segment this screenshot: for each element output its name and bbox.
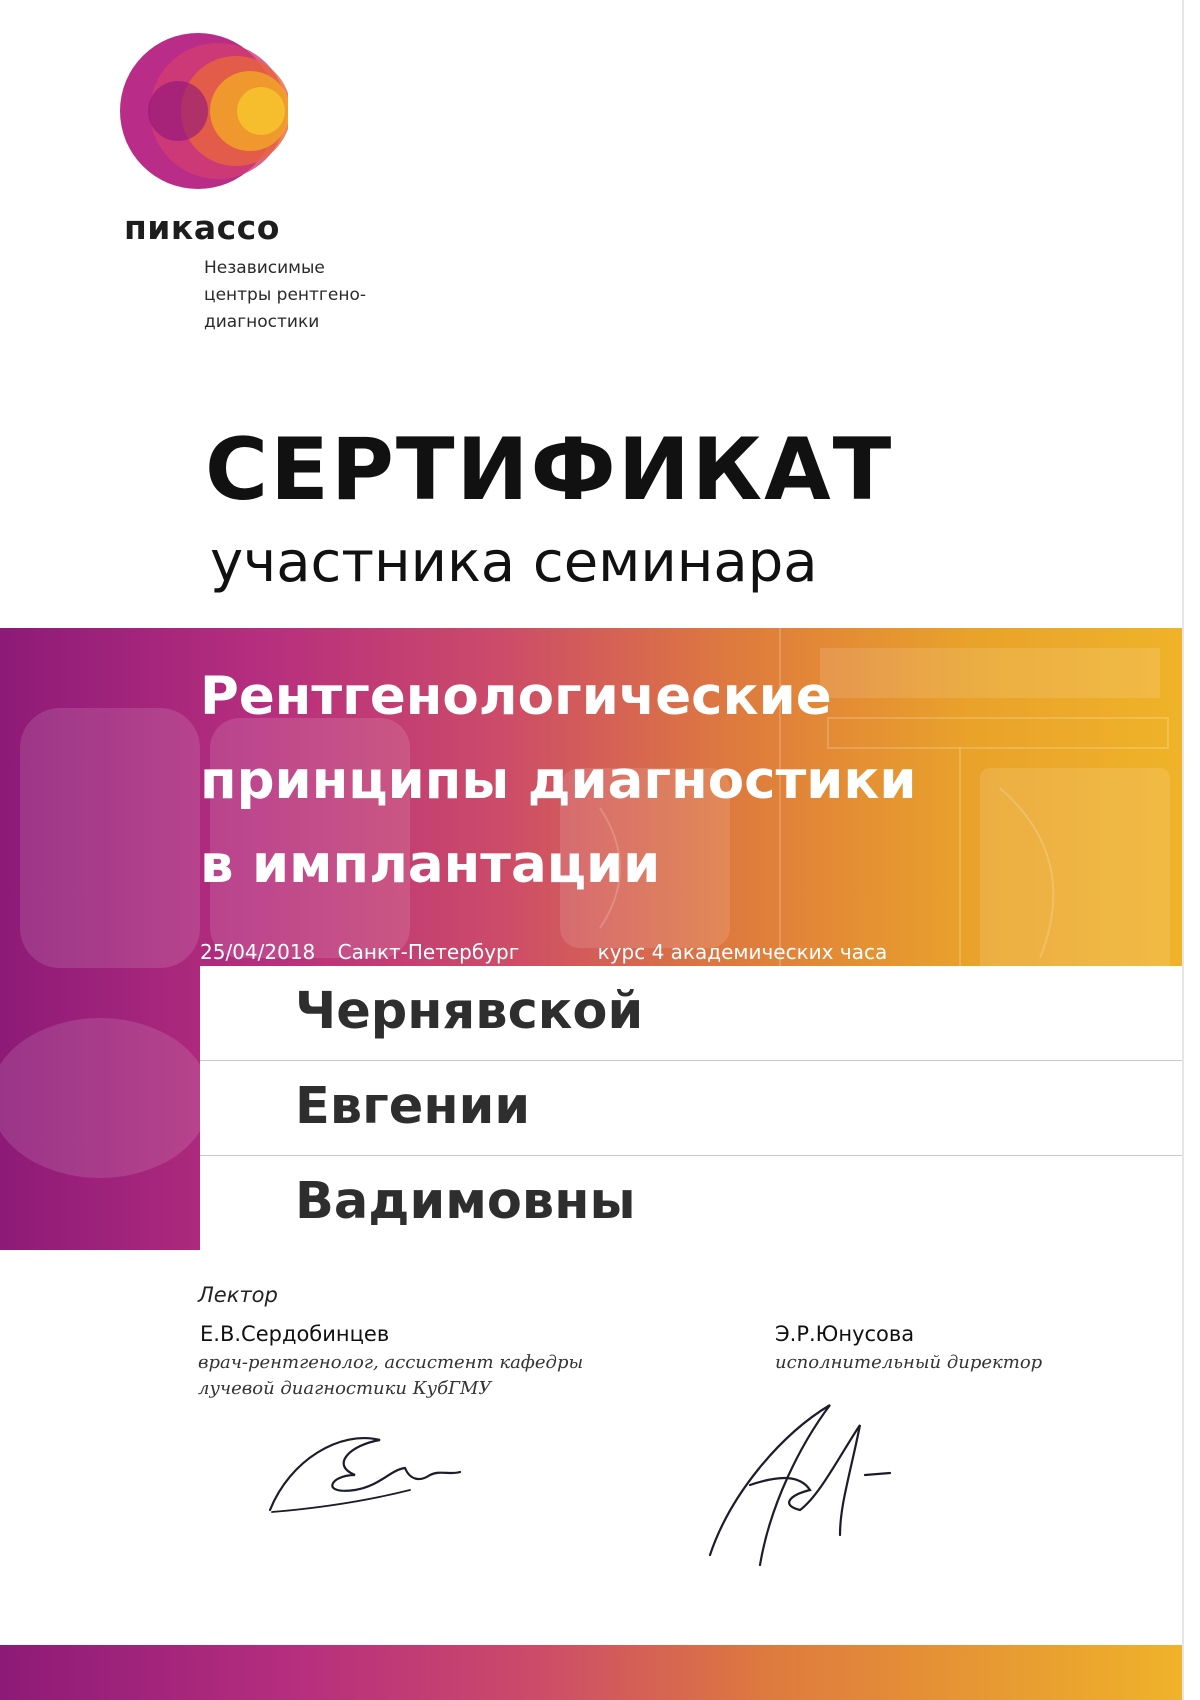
- lector-role: врач-рентгенолог, ассистент кафедры лучевой диагностики КубГМУ: [198, 1352, 584, 1399]
- certificate-title: СЕРТИФИКАТ: [205, 420, 894, 520]
- participant-firstname-line: [200, 1061, 1182, 1156]
- course-date: 25/04/2018: [200, 940, 316, 964]
- participant-surname-line: [200, 966, 1182, 1061]
- picasso-logo-icon: [118, 26, 288, 196]
- participant-firstname: Евгении: [295, 1077, 531, 1136]
- course-hours: курс 4 академических часа: [597, 940, 888, 964]
- course-meta: [200, 940, 887, 964]
- director-name: Э.Р.Юнусова: [775, 1322, 915, 1346]
- lector-label: Лектор: [198, 1283, 278, 1307]
- brand-tagline: Независимые центры рентгено- диагностики: [204, 258, 366, 332]
- director-role: исполнительный директор: [775, 1352, 1043, 1373]
- participant-patronymic: Вадимовны: [295, 1172, 636, 1231]
- participant-name-block: [200, 966, 1182, 1250]
- participant-surname: Чернявской: [295, 982, 644, 1041]
- participant-patronymic-line: [200, 1156, 1182, 1250]
- lector-signature-image: [260, 1420, 470, 1530]
- director-signature-image: [690, 1395, 910, 1575]
- bottom-decor-strip: [0, 1645, 1182, 1700]
- lector-name: Е.В.Сердобинцев: [200, 1322, 390, 1346]
- course-title: Рентгенологические принципы диагностики в имплантации: [200, 666, 917, 895]
- brand-name: пикассо: [124, 208, 280, 247]
- course-city: Санкт-Петербург: [337, 940, 520, 964]
- certificate-subtitle: участника семинара: [210, 530, 818, 595]
